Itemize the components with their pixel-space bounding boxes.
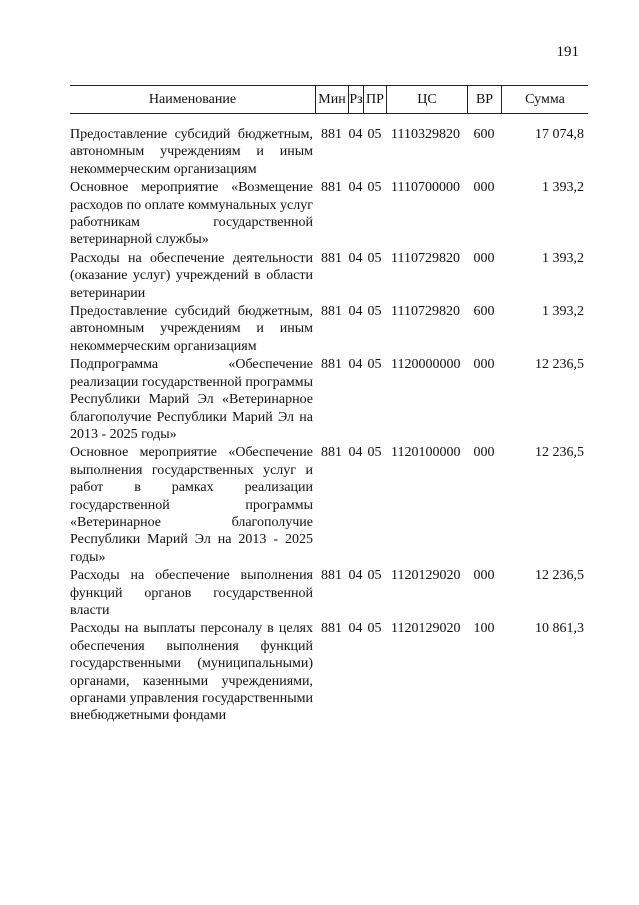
table-header <box>70 85 588 114</box>
table-row <box>70 620 588 724</box>
table-row <box>70 444 588 566</box>
table-row <box>70 303 588 355</box>
row-min: 881 <box>321 621 342 637</box>
row-name: Подпрограмма «Обеспечение реализации государственной программы Республики Марий Эл «Ветеринарное благополучие Республики Марий Эл на 2013 - 2025 годы» <box>70 357 313 442</box>
row-cs: 1120000000 <box>391 357 461 373</box>
header-vr: ВР <box>467 86 501 113</box>
row-cs: 1110729820 <box>391 304 460 320</box>
row-sum: 12 236,5 <box>535 357 584 373</box>
row-pr: 05 <box>367 127 382 142</box>
row-sum: 1 393,2 <box>542 304 584 320</box>
row-rz: 04 <box>348 127 363 142</box>
row-sum: 17 074,8 <box>535 127 584 142</box>
row-vr: 600 <box>473 127 495 142</box>
row-sum: 1 393,2 <box>542 180 584 196</box>
page-number: 191 <box>556 44 579 60</box>
row-rz: 04 <box>348 445 363 461</box>
row-name: Расходы на обеспечение деятельности (оказание услуг) учреждений в области ветеринарии <box>70 250 313 301</box>
row-pr: 05 <box>367 621 382 637</box>
row-name: Предоставление субсидий бюджетным, автономным учреждениям и иным некоммерческим организациям <box>70 127 313 177</box>
row-cs: 1120100000 <box>391 445 461 461</box>
table-body <box>70 126 588 725</box>
row-cs: 1110700000 <box>391 180 460 196</box>
row-vr: 000 <box>473 445 495 461</box>
row-sum: 12 236,5 <box>535 445 584 461</box>
header-cs: ЦС <box>386 86 467 113</box>
row-vr: 000 <box>473 568 495 584</box>
row-rz: 04 <box>348 250 363 266</box>
row-min: 881 <box>321 568 342 584</box>
row-name: Предоставление субсидий бюджетным, автономным учреждениям и иным некоммерческим организациям <box>70 304 313 354</box>
table-row <box>70 356 588 443</box>
row-pr: 05 <box>367 180 382 196</box>
header-min: Мин <box>315 86 348 113</box>
row-min: 881 <box>321 445 342 461</box>
table-row <box>70 567 588 619</box>
row-vr: 100 <box>473 621 495 637</box>
row-sum: 12 236,5 <box>535 568 584 584</box>
row-vr: 000 <box>473 250 495 266</box>
row-rz: 04 <box>348 568 363 584</box>
row-rz: 04 <box>348 304 363 320</box>
row-name: Расходы на выплаты персоналу в целях обеспечения выполнения функций государственными (муниципальными) органами, казенными учреждениями, органами управления государственными внебюджетными фондами <box>70 621 313 724</box>
row-min: 881 <box>321 304 342 320</box>
row-vr: 600 <box>473 304 495 320</box>
header-pr: ПР <box>363 86 386 113</box>
row-pr: 05 <box>367 304 382 320</box>
row-cs: 1110729820 <box>391 250 460 266</box>
row-name: Основное мероприятие «Обеспечение выполнения государственных услуг и работ в рамках реализации государственной программы «Ветеринарное благополучие Республики Марий Эл на 2013 - 2025 годы» <box>70 445 313 565</box>
row-name: Основное мероприятие «Возмещение расходов по оплате коммунальных услуг работникам государственной ветеринарной службы» <box>70 180 313 248</box>
table-row <box>70 250 588 302</box>
row-vr: 000 <box>473 357 495 373</box>
row-min: 881 <box>321 180 342 196</box>
row-min: 881 <box>321 127 342 142</box>
row-vr: 000 <box>473 180 495 196</box>
header-rz: Рз <box>348 86 363 113</box>
row-name: Расходы на обеспечение выполнения функций органов государственной власти <box>70 568 313 618</box>
row-cs: 1120129020 <box>391 568 461 584</box>
row-sum: 10 861,3 <box>535 621 584 637</box>
row-pr: 05 <box>367 250 382 266</box>
table-row <box>70 126 588 178</box>
table-row <box>70 179 588 249</box>
row-sum: 1 393,2 <box>542 250 584 266</box>
budget-table <box>70 85 588 726</box>
row-pr: 05 <box>367 568 382 584</box>
row-pr: 05 <box>367 357 382 373</box>
row-cs: 1110329820 <box>391 127 460 142</box>
row-min: 881 <box>321 250 342 266</box>
row-pr: 05 <box>367 445 382 461</box>
row-rz: 04 <box>348 180 363 196</box>
header-sum: Сумма <box>501 86 588 113</box>
row-rz: 04 <box>348 621 363 637</box>
row-min: 881 <box>321 357 342 373</box>
header-name: Наименование <box>148 91 237 107</box>
row-rz: 04 <box>348 357 363 373</box>
row-cs: 1120129020 <box>391 621 461 637</box>
